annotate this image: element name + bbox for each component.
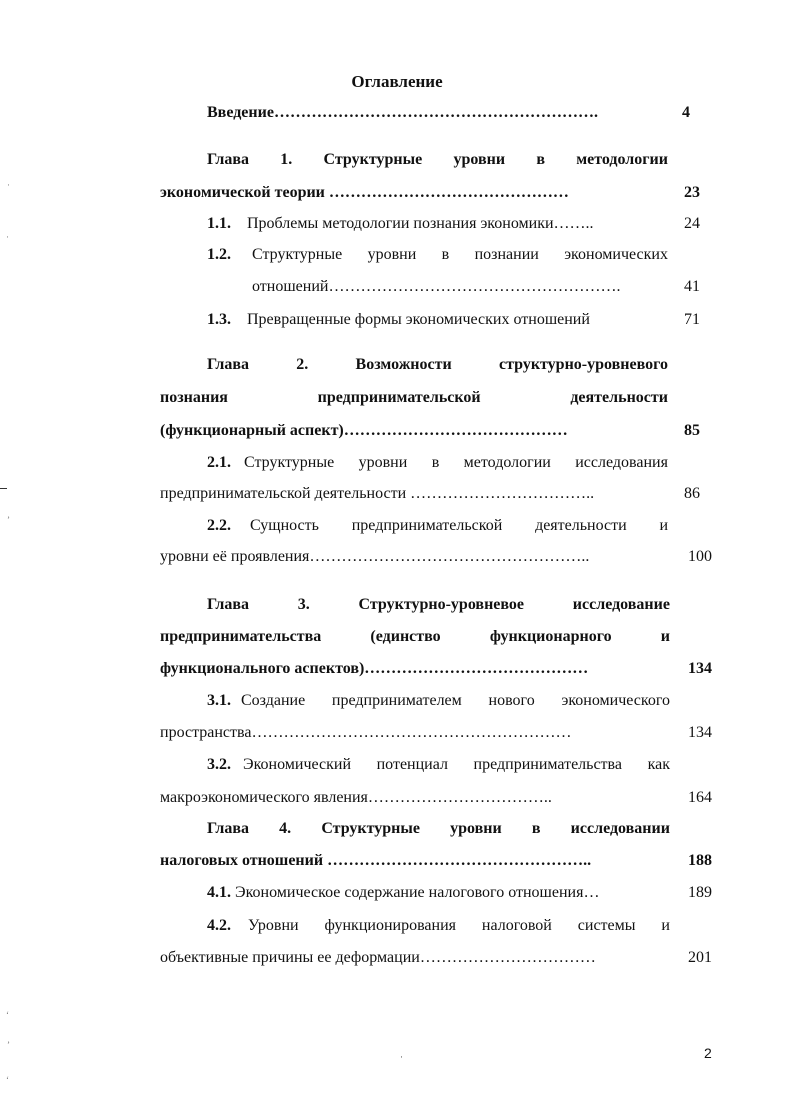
word: 4. [279, 820, 292, 837]
word: Глава [207, 596, 249, 613]
section-2-2-line1[interactable] [250, 516, 668, 536]
word: Структурно-уровневое [358, 596, 525, 613]
scan-artifact-line [0, 488, 7, 489]
section-number: 2.1. [207, 454, 231, 471]
page-ref-chapter-1: 23 [684, 184, 700, 201]
entry-label: Введение [207, 104, 274, 121]
entry-label: пространства [160, 724, 252, 741]
word: Глава [207, 820, 249, 837]
word: и [659, 517, 668, 534]
word: функционирования [324, 917, 456, 934]
word: Структурные [323, 151, 423, 168]
word: методологии [576, 151, 668, 168]
page-ref-2-1: 86 [684, 485, 700, 502]
word: исследования [575, 454, 668, 471]
leader-dots: …………………………………………………… [251, 724, 572, 741]
page-ref-intro: 4 [682, 104, 690, 121]
leader-dots: …………………………………… [364, 660, 589, 677]
word: деятельности [570, 389, 668, 406]
section-number: 2.2. [207, 517, 231, 534]
word: Структурные [244, 454, 335, 471]
entry-label: (функционарный аспект) [160, 422, 344, 439]
word: предпринимателем [331, 692, 462, 709]
entry-label: отношений [252, 278, 329, 295]
scan-artifact-speck: · [400, 1052, 403, 1062]
word: Структурные [321, 820, 420, 837]
word: уровни [450, 820, 502, 837]
word: (единство [370, 628, 441, 645]
word: Глава [207, 151, 249, 168]
leader-dots: …………………………… [419, 949, 596, 966]
section-3-1-line2[interactable] [160, 723, 571, 743]
scan-artifact-speck: ʻ [6, 1075, 9, 1085]
word: в [536, 151, 545, 168]
word: 1. [280, 151, 293, 168]
word: Создание [241, 692, 306, 709]
section-number: 3.1. [207, 692, 231, 709]
section-2-2-line2[interactable] [160, 547, 589, 567]
entry-label: уровни её проявления [160, 548, 310, 565]
word: деятельности [535, 517, 627, 534]
word: 2. [296, 356, 309, 373]
section-4-1[interactable] [207, 883, 599, 903]
page-ref-3-1: 134 [688, 724, 712, 741]
word: Возможности [355, 356, 452, 373]
word: экономического [561, 692, 670, 709]
word: Экономический [243, 756, 352, 773]
section-number: 3.2. [207, 756, 231, 773]
entry-label: функционального аспектов) [160, 660, 365, 677]
section-title: Экономическое содержание налогового отношения… [235, 884, 600, 901]
section-number: 1.3. [207, 311, 231, 328]
section-2-1-line1[interactable] [244, 453, 668, 473]
chapter-1-heading[interactable] [207, 150, 668, 170]
section-2-1-line2[interactable] [160, 484, 594, 504]
section-4-2-line2[interactable] [160, 948, 596, 968]
scan-artifact-speck: · [7, 180, 10, 190]
entry-label: экономической теории [160, 184, 325, 201]
word: структурно-уровневого [498, 356, 668, 373]
leader-dots: …………………………….. [367, 789, 552, 806]
chapter-1-title-line2[interactable] [160, 183, 569, 203]
entry-label: макроэкономического явления [160, 789, 368, 806]
page-ref-4-1: 189 [688, 884, 712, 901]
leader-dots: ………………………………………………. [328, 278, 621, 295]
word: потенциал [376, 756, 448, 773]
word: 3. [297, 596, 310, 613]
leader-dots: ……………………………………… [324, 184, 569, 201]
leader-dots: ……………………………………………………. [273, 104, 598, 121]
word: в [431, 454, 440, 471]
page-ref-chapter-4: 188 [688, 852, 712, 869]
word: и [661, 917, 670, 934]
word: в [441, 246, 450, 263]
word: Уровни [248, 917, 299, 934]
word: функционарного [489, 628, 612, 645]
word: нового [488, 692, 535, 709]
word: исследование [572, 596, 670, 613]
chapter-2-heading[interactable] [207, 355, 668, 375]
word: Сущность [250, 517, 319, 534]
word: предпринимательской [351, 517, 503, 534]
word: Структурные [252, 246, 343, 263]
word: уровни [358, 454, 408, 471]
word: Глава [207, 356, 249, 373]
word: системы [577, 917, 636, 934]
scan-artifact-speck: ʻ [6, 1010, 9, 1020]
section-1-3[interactable] [207, 310, 590, 330]
chapter-3-title-line3[interactable] [160, 659, 588, 679]
page-number: 2 [704, 1045, 712, 1061]
toc-entry-intro[interactable] [207, 103, 598, 123]
page-ref-chapter-2: 85 [684, 422, 700, 439]
page-ref-1-3: 71 [684, 311, 700, 328]
scan-artifact-speck: · [6, 232, 9, 242]
word: предпринимательской [317, 389, 481, 406]
word: предпринимательства [473, 756, 622, 773]
page-ref-chapter-3: 134 [688, 660, 712, 677]
page-ref-1-2: 41 [684, 278, 700, 295]
page-ref-2-2: 100 [688, 548, 712, 565]
word: экономических [564, 246, 668, 263]
section-3-1-line1[interactable] [241, 691, 670, 711]
word: налоговой [481, 917, 552, 934]
scan-artifact-speck: ʼ [7, 1040, 10, 1050]
page-ref-4-2: 201 [688, 949, 712, 966]
chapter-2-title-line2[interactable] [160, 388, 668, 408]
chapter-4-title-line2[interactable] [160, 851, 591, 871]
section-3-2-line1[interactable] [243, 755, 670, 775]
word: методологии [463, 454, 551, 471]
word: уровни [367, 246, 417, 263]
section-1-1[interactable] [207, 214, 594, 234]
word: познания [160, 389, 228, 406]
leader-dots: …………………………………… [343, 422, 568, 439]
leader-dots: …………………………….. [406, 485, 595, 502]
word: предпринимательства [160, 628, 322, 645]
section-1-2-line1[interactable] [252, 245, 668, 265]
entry-label: налоговых отношений [160, 852, 324, 869]
chapter-3-heading[interactable] [207, 595, 670, 615]
word: и [660, 628, 670, 645]
page-ref-3-2: 164 [688, 789, 712, 806]
leader-dots: …………………………………………….. [309, 548, 590, 565]
word: как [647, 756, 670, 773]
entry-label: предпринимательской деятельности [160, 485, 407, 502]
section-4-2-line1[interactable] [248, 916, 670, 936]
page-ref-1-1: 24 [684, 215, 700, 232]
scan-artifact-speck: ʼ [7, 515, 10, 525]
page-title: Оглавление [351, 72, 443, 91]
section-number: 1.2. [207, 246, 231, 263]
word: в [531, 820, 541, 837]
chapter-3-title-line2[interactable] [160, 627, 670, 647]
section-number: 4.1. [207, 884, 231, 901]
section-title: Превращенные формы экономических отношений [247, 311, 590, 328]
entry-label: объективные причины ее деформации [160, 949, 420, 966]
word: познании [474, 246, 539, 263]
chapter-2-title-line3[interactable] [160, 421, 568, 441]
section-title: Проблемы методологии познания экономики…….. [247, 215, 594, 232]
leader-dots: ………………………………………….. [323, 852, 592, 869]
section-3-2-line2[interactable] [160, 788, 552, 808]
section-number: 4.2. [207, 917, 231, 934]
word: уровни [453, 151, 506, 168]
word: исследовании [570, 820, 670, 837]
section-1-2-line2[interactable] [252, 277, 620, 297]
section-number: 1.1. [207, 215, 231, 232]
chapter-4-heading[interactable] [207, 819, 670, 839]
